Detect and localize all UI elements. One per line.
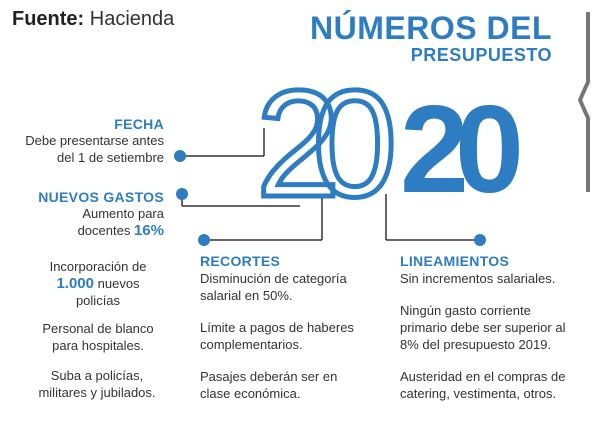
item4-line: Suba a policías,: [50, 368, 144, 383]
recortes-heading: RECORTES: [200, 253, 281, 269]
nuevos-gastos-block: [4, 189, 164, 239]
item2-line2: [28, 275, 168, 292]
recortes-item: [200, 270, 380, 304]
lineamientos-text: Ningún gasto corriente: [400, 303, 531, 318]
recortes-dot: [198, 234, 210, 246]
nuevos-gastos-item1-line1: Aumento para: [82, 206, 164, 221]
nuevos-gastos-item2: [28, 258, 168, 309]
recortes-item: [200, 368, 380, 402]
item3-line: Personal de blanco: [42, 321, 154, 336]
source-label: Fuente:: [12, 8, 85, 30]
page-subtitle: PRESUPUESTO: [410, 45, 552, 65]
lineamientos-item: [400, 368, 598, 402]
lineamientos-text: 8% del presupuesto 2019.: [400, 337, 552, 352]
lineamientos-text: catering, vestimenta, otros.: [400, 386, 557, 401]
page-title: NÚMEROS DEL: [310, 10, 552, 46]
year-outline-digits: 20: [256, 59, 370, 229]
recortes-text: Pasajes deberán ser en: [200, 369, 338, 384]
year-solid-digits: 20: [400, 81, 510, 219]
recortes-text: complementarios.: [200, 337, 303, 352]
lineamientos-item: [400, 270, 598, 287]
recortes-text: Disminución de categoría: [200, 271, 347, 286]
nuevos-gastos-heading: NUEVOS GASTOS: [38, 189, 164, 205]
lineamientos-text: primario debe ser superior al: [400, 320, 566, 335]
item2-suffix: nuevos: [97, 276, 140, 291]
fecha-line: del 1 de setiembre: [57, 150, 164, 165]
recortes-text: clase económica.: [200, 386, 301, 401]
item2-line3: policías: [75, 293, 121, 308]
fecha-dot: [174, 150, 186, 162]
nuevos-gastos-item3: [28, 320, 168, 354]
lineamientos-text: Sin incrementos salariales.: [400, 271, 556, 286]
item4-line: militares y jubilados.: [38, 385, 156, 400]
fecha-heading: FECHA: [114, 116, 164, 132]
nuevos-gastos-item1-line2: [4, 222, 164, 239]
item2-line1: Incorporación de: [49, 259, 147, 274]
policias-value: 1.000: [56, 275, 94, 292]
lineamientos-dot: [474, 234, 486, 246]
recortes-text: salarial en 50%.: [200, 288, 293, 303]
lineamientos-text: Austeridad en el compras de: [400, 369, 566, 384]
recortes-block: [200, 253, 380, 402]
lineamientos-item: [400, 302, 598, 353]
nuevos-gastos-dot: [176, 188, 188, 200]
lineamientos-block: [400, 253, 598, 402]
lineamientos-heading: LINEAMIENTOS: [400, 253, 510, 269]
docentes-label: docentes: [77, 223, 131, 238]
nuevos-gastos-item4: [22, 367, 172, 401]
source-value: Hacienda: [89, 8, 175, 30]
fecha-block: [4, 116, 164, 166]
recortes-text: Límite a pagos de haberes: [200, 320, 354, 335]
recortes-item: [200, 319, 380, 353]
docentes-value: 16%: [133, 222, 164, 239]
fecha-line: Debe presentarse antes: [25, 133, 164, 148]
item3-line: para hospitales.: [52, 338, 144, 353]
